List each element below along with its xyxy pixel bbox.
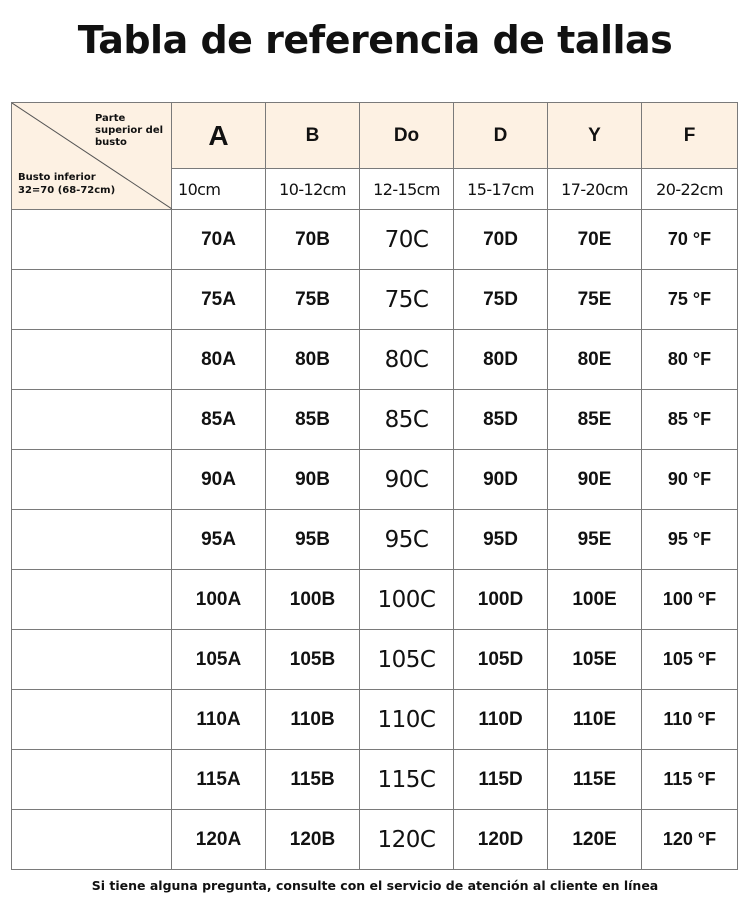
size-cell-f: 100 °F (642, 570, 738, 630)
size-cell-d: 115D (454, 750, 548, 810)
row-label-cell (12, 570, 172, 630)
under-bust-label: Busto inferior 32=70 (68-72cm) (18, 172, 116, 196)
row-label-cell (12, 690, 172, 750)
table-row (12, 390, 738, 450)
row-label-cell (12, 210, 172, 270)
table-row (12, 330, 738, 390)
row-label-cell (12, 450, 172, 510)
size-cell-e: 80E (548, 330, 642, 390)
cup-header-a: A (172, 103, 266, 169)
cup-range-b: 10-12cm (266, 169, 360, 210)
row-label-cell (12, 270, 172, 330)
size-cell-c: 70C (360, 210, 454, 270)
row-label-cell (12, 510, 172, 570)
size-cell-f: 110 °F (642, 690, 738, 750)
size-cell-e: 85E (548, 390, 642, 450)
size-cell-b: 70B (266, 210, 360, 270)
size-cell-c: 90C (360, 450, 454, 510)
size-cell-a: 75A (172, 270, 266, 330)
table-row (12, 750, 738, 810)
size-cell-d: 95D (454, 510, 548, 570)
size-cell-a: 70A (172, 210, 266, 270)
size-cell-f: 80 °F (642, 330, 738, 390)
size-cell-d: 105D (454, 630, 548, 690)
size-cell-c: 115C (360, 750, 454, 810)
size-cell-b: 95B (266, 510, 360, 570)
size-cell-a: 100A (172, 570, 266, 630)
row-label-cell (12, 630, 172, 690)
size-cell-d: 110D (454, 690, 548, 750)
cup-header-f: F (642, 103, 738, 169)
size-table (11, 102, 738, 870)
size-cell-e: 110E (548, 690, 642, 750)
table-row (12, 810, 738, 870)
size-cell-d: 90D (454, 450, 548, 510)
size-cell-c: 85C (360, 390, 454, 450)
size-cell-f: 85 °F (642, 390, 738, 450)
cup-header-c: Do (360, 103, 454, 169)
size-cell-e: 95E (548, 510, 642, 570)
size-cell-e: 75E (548, 270, 642, 330)
cup-range-d: 15-17cm (454, 169, 548, 210)
table-row (12, 210, 738, 270)
size-cell-b: 120B (266, 810, 360, 870)
row-label-cell (12, 390, 172, 450)
size-cell-c: 95C (360, 510, 454, 570)
size-cell-d: 80D (454, 330, 548, 390)
size-cell-b: 85B (266, 390, 360, 450)
size-cell-f: 90 °F (642, 450, 738, 510)
cup-range-a: 10cm (172, 169, 266, 210)
size-cell-f: 105 °F (642, 630, 738, 690)
size-cell-b: 105B (266, 630, 360, 690)
size-cell-a: 110A (172, 690, 266, 750)
size-cell-a: 115A (172, 750, 266, 810)
table-row (12, 570, 738, 630)
size-cell-f: 120 °F (642, 810, 738, 870)
size-cell-c: 120C (360, 810, 454, 870)
page-title: Tabla de referencia de tallas (77, 18, 673, 62)
size-cell-f: 75 °F (642, 270, 738, 330)
size-cell-b: 75B (266, 270, 360, 330)
cup-range-c: 12-15cm (360, 169, 454, 210)
footer-note: Si tiene alguna pregunta, consulte con el servicio de atención al cliente en línea (91, 878, 659, 893)
table-row (12, 630, 738, 690)
header-row-letters (12, 103, 738, 169)
size-cell-d: 100D (454, 570, 548, 630)
size-cell-b: 80B (266, 330, 360, 390)
size-cell-a: 95A (172, 510, 266, 570)
size-cell-f: 70 °F (642, 210, 738, 270)
size-cell-c: 105C (360, 630, 454, 690)
size-cell-b: 90B (266, 450, 360, 510)
size-cell-f: 115 °F (642, 750, 738, 810)
row-label-cell (12, 330, 172, 390)
size-cell-f: 95 °F (642, 510, 738, 570)
size-cell-b: 115B (266, 750, 360, 810)
size-cell-d: 70D (454, 210, 548, 270)
table-row (12, 270, 738, 330)
table-row (12, 450, 738, 510)
size-cell-a: 105A (172, 630, 266, 690)
size-cell-a: 80A (172, 330, 266, 390)
size-cell-e: 115E (548, 750, 642, 810)
size-cell-b: 100B (266, 570, 360, 630)
table-row (12, 510, 738, 570)
size-cell-d: 75D (454, 270, 548, 330)
table-row (12, 690, 738, 750)
size-cell-e: 120E (548, 810, 642, 870)
corner-header-cell (12, 103, 172, 210)
cup-range-e: 17-20cm (548, 169, 642, 210)
cup-range-f: 20-22cm (642, 169, 738, 210)
size-cell-a: 85A (172, 390, 266, 450)
size-cell-e: 105E (548, 630, 642, 690)
size-cell-c: 80C (360, 330, 454, 390)
size-cell-b: 110B (266, 690, 360, 750)
upper-bust-label: Parte superior del busto (95, 113, 164, 148)
size-cell-c: 100C (360, 570, 454, 630)
row-label-cell (12, 750, 172, 810)
cup-header-b: B (266, 103, 360, 169)
cup-header-e: Y (548, 103, 642, 169)
cup-header-d: D (454, 103, 548, 169)
row-label-cell (12, 810, 172, 870)
size-cell-d: 120D (454, 810, 548, 870)
size-cell-c: 75C (360, 270, 454, 330)
size-cell-a: 90A (172, 450, 266, 510)
size-cell-d: 85D (454, 390, 548, 450)
size-cell-e: 90E (548, 450, 642, 510)
size-cell-e: 70E (548, 210, 642, 270)
size-cell-c: 110C (360, 690, 454, 750)
size-cell-a: 120A (172, 810, 266, 870)
size-cell-e: 100E (548, 570, 642, 630)
